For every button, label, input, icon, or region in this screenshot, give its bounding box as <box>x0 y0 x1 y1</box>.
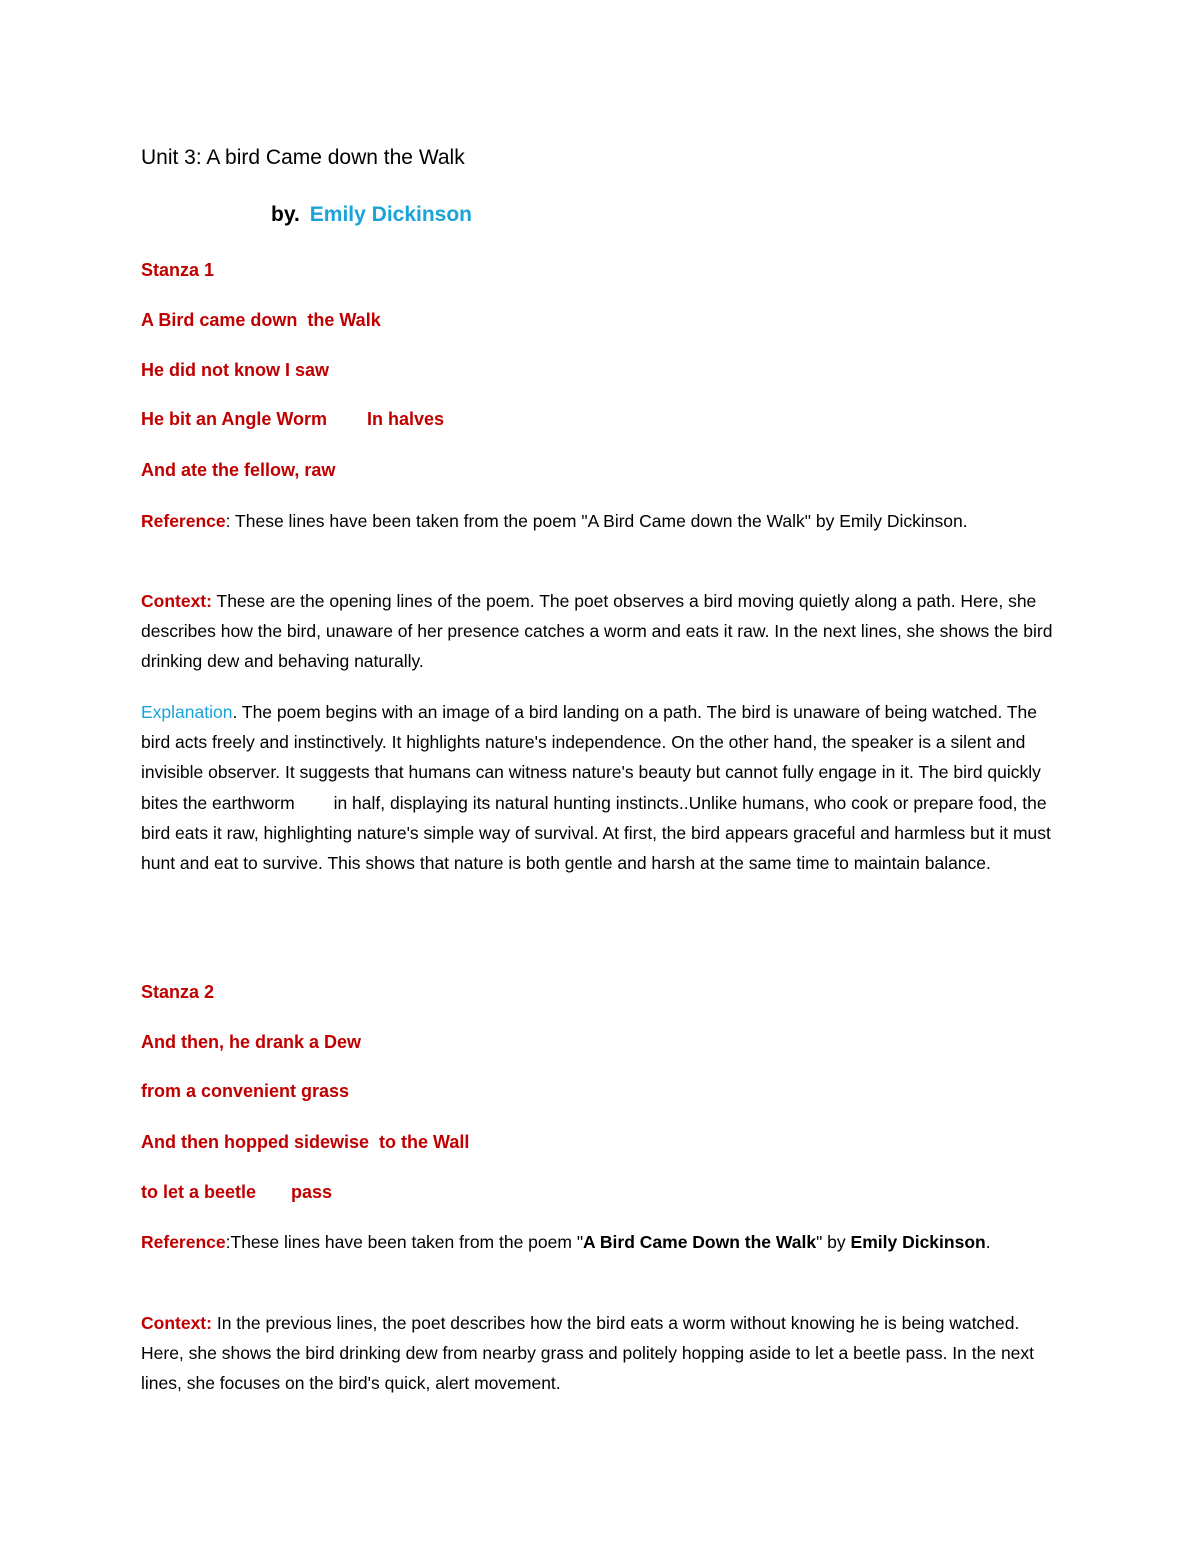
stanza-1-line-4: And ate the fellow, raw <box>141 460 336 480</box>
stanza-2-line-3: And then hopped sidewise to the Wall <box>141 1132 470 1152</box>
explanation-label: Explanation <box>141 702 233 722</box>
stanza-2-heading: Stanza 2 <box>141 982 215 1002</box>
reference-text-part-1: :These lines have been taken from the poem " <box>225 1232 584 1252</box>
stanza-2-line-4: to let a beetle pass <box>141 1182 333 1202</box>
context-text: These are the opening lines of the poem. The poet observes a bird moving quietly along a path. Here, she describes how the bird, unaware of her presence catches a worm and eats it raw. In the next lines, she shows the bird drinking dew and behaving naturally. <box>141 591 1053 672</box>
stanza-1-line-1: A Bird came down the Walk <box>141 310 381 330</box>
reference-label: Reference <box>141 511 226 531</box>
stanza-1-line-2: He did not know I saw <box>141 360 330 380</box>
reference-text: : These lines have been taken from the poem "A Bird Came down the Walk" by Emily Dickinson. <box>225 511 968 531</box>
context-label: Context: <box>141 591 212 611</box>
stanza-2-line-2: from a convenient grass <box>141 1081 350 1101</box>
explanation-text: . The poem begins with an image of a bird landing on a path. The bird is unaware of being watched. The bird acts freely and instinctively. It highlights nature's independence. On the other hand, the speaker is a silent and invisible observer. It suggests that humans can witness nature's beauty but cannot fully engage in it. The bird quickly bites the earthworm in half, displaying its natural hunting instincts..Unlike humans, who cook or prepare food, the bird eats it raw, highlighting nature's simple way of survival. At first, the bird appears graceful and harmless but it must hunt and eat to survive. This shows that nature is both gentle and harsh at the same time to maintain balance. <box>141 702 1056 874</box>
stanza-1-explanation <box>141 697 1061 878</box>
stanza-1-line-3: He bit an Angle Worm In halves <box>141 409 445 429</box>
stanza-1-reference <box>141 506 1061 536</box>
byline <box>271 203 472 227</box>
reference-text-part-3: . <box>985 1232 991 1252</box>
stanza-1-context <box>141 586 1061 677</box>
stanza-2-reference <box>141 1227 1061 1257</box>
reference-text-part-2: " by <box>816 1232 851 1252</box>
by-label: by. <box>271 203 300 226</box>
reference-poem-title: A Bird Came Down the Walk <box>583 1232 817 1252</box>
page-title: Unit 3: A bird Came down the Walk <box>141 146 465 169</box>
context-label: Context: <box>141 1313 212 1333</box>
reference-label: Reference <box>141 1232 226 1252</box>
author-name: Emily Dickinson <box>309 203 473 226</box>
stanza-1-heading: Stanza 1 <box>141 260 215 280</box>
stanza-2-context <box>141 1308 1061 1399</box>
context-text: In the previous lines, the poet describes how the bird eats a worm without knowing he is being watched. Here, she shows the bird drinking dew from nearby grass and politely hopping aside to let a beetle pass. In the next lines, she focuses on the bird's quick, alert movement. <box>141 1313 1035 1394</box>
reference-author: Emily Dickinson <box>850 1232 986 1252</box>
stanza-2-line-1: And then, he drank a Dew <box>141 1032 362 1052</box>
